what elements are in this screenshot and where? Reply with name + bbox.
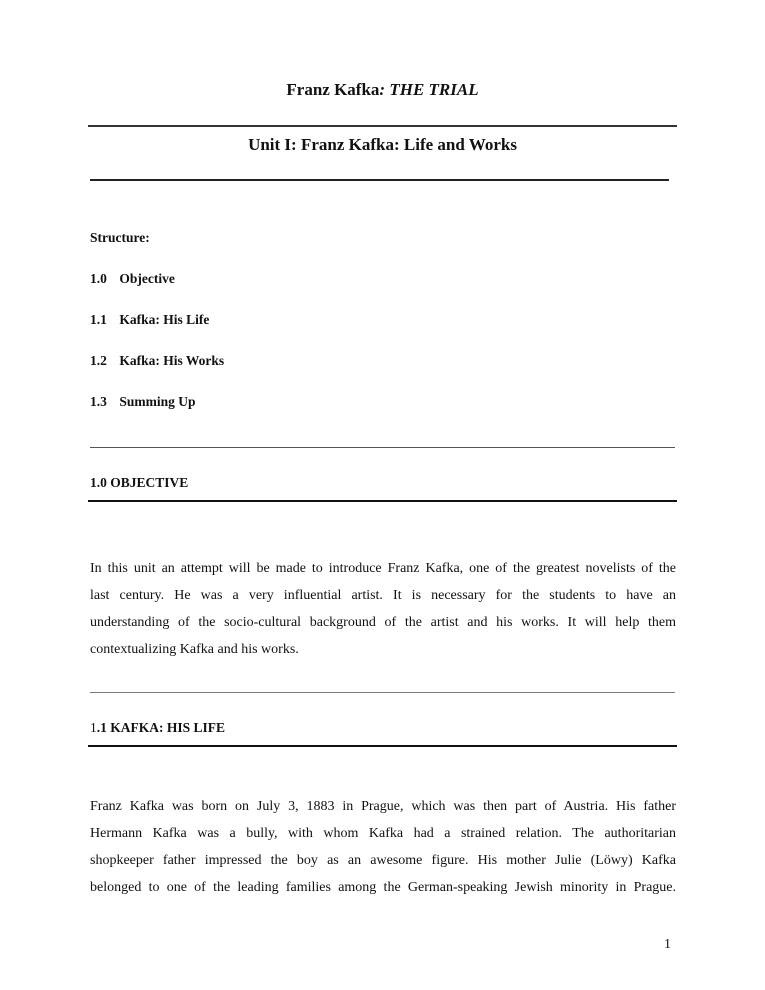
structure-item bbox=[90, 353, 224, 369]
structure-divider bbox=[90, 447, 675, 448]
structure-item-number: 1.3 bbox=[90, 394, 107, 409]
objective-divider bbox=[90, 692, 675, 693]
paragraph-line: Franz Kafka was born on July 3, 1883 in Prague, which was then part of Austria. His father bbox=[90, 799, 676, 814]
structure-item-number: 1.0 bbox=[90, 271, 107, 286]
document-title-work: THE TRIAL bbox=[385, 80, 479, 99]
structure-item bbox=[90, 271, 175, 287]
structure-item-label: Summing Up bbox=[119, 394, 196, 409]
document-title bbox=[0, 80, 765, 100]
section-heading-objective: 1.0 OBJECTIVE bbox=[90, 475, 189, 490]
paragraph-line: Hermann Kafka was a bully, with whom Kafka had a strained relation. The authoritarian bbox=[90, 826, 676, 841]
structure-heading: Structure: bbox=[90, 230, 150, 245]
objective-paragraph bbox=[90, 555, 676, 663]
structure-item bbox=[90, 312, 209, 328]
document-title-separator: : bbox=[379, 80, 386, 99]
paragraph-line: In this unit an attempt will be made to introduce Franz Kafka, one of the greatest novelists of the bbox=[90, 561, 676, 576]
section-heading-underline bbox=[88, 745, 677, 747]
structure-item-number: 1.2 bbox=[90, 353, 107, 368]
structure-item-label: Objective bbox=[119, 271, 175, 286]
paragraph-line: understanding of the socio-cultural background of the artist and his works. It will help them bbox=[90, 615, 676, 630]
paragraph-line: last century. He was a very influential artist. It is necessary for the students to have an bbox=[90, 588, 676, 603]
unit-title: Unit I: Franz Kafka: Life and Works bbox=[248, 135, 517, 154]
paragraph-line: shopkeeper father impressed the boy as an awesome figure. His mother Julie (Löwy) Kafka bbox=[90, 853, 676, 868]
structure-item-label: Kafka: His Life bbox=[119, 312, 210, 327]
paragraph-line: contextualizing Kafka and his works. bbox=[90, 642, 299, 657]
title-divider bbox=[88, 125, 677, 127]
page-number: 1 bbox=[664, 937, 671, 952]
kafka-life-paragraph bbox=[90, 793, 676, 901]
structure-item bbox=[90, 394, 196, 410]
structure-item-number: 1.1 bbox=[90, 312, 107, 327]
unit-title-divider bbox=[90, 179, 669, 181]
paragraph-line: belonged to one of the leading families among the German-speaking Jewish minority in Prague. bbox=[90, 880, 676, 895]
section-heading-kafka-life: 1.1 KAFKA: HIS LIFE bbox=[90, 720, 226, 735]
structure-item-label: Kafka: His Works bbox=[119, 353, 225, 368]
document-title-author: Franz Kafka bbox=[286, 80, 380, 99]
section-heading-underline bbox=[88, 500, 677, 502]
